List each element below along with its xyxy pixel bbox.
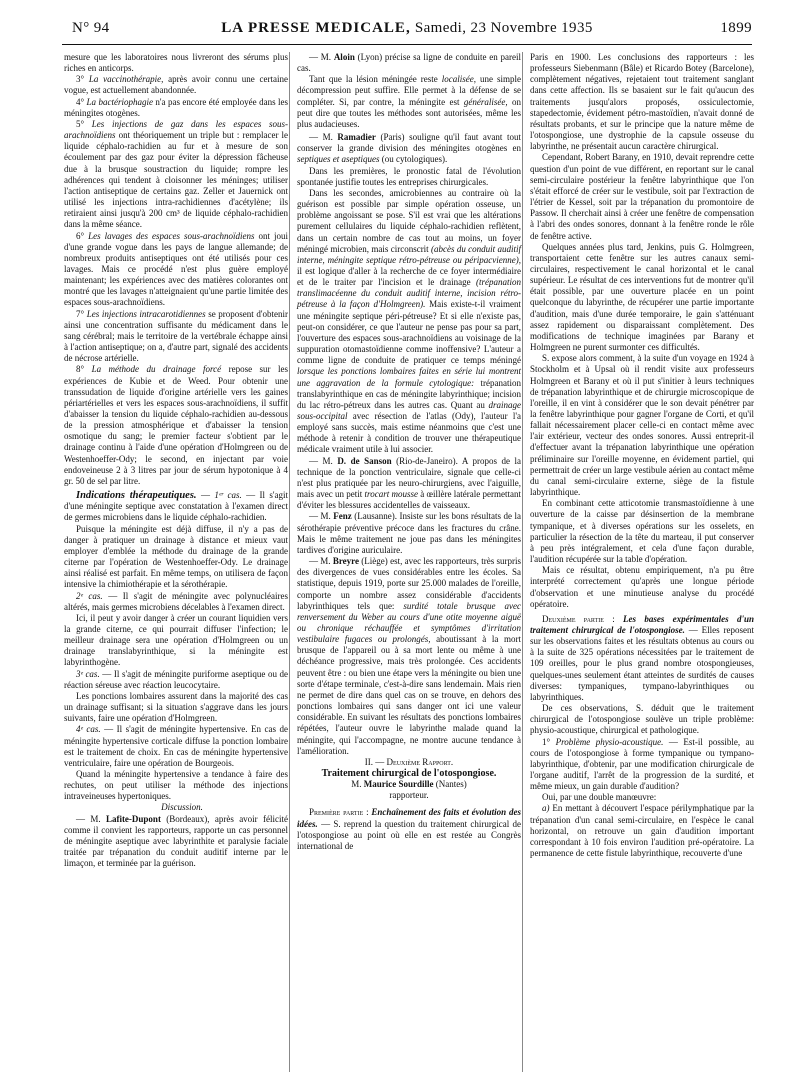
paragraph: Cependant, Robert Barany, en 1910, devait reprendre cette question d'un point de vue différent, en reportant sur le canal semi-circulaire postérieur la fenêtre labyrinthique que l'on s'était efforcé de créer sur le vestibule, soit par l'extraction de l'étrier de Kessel, soit par la trépanation du promontoire de Passow. Il cherchait ainsi à créer une fenêtre de compensation à l'abri des ondes sonores, donnant à la fenêtre ronde le rôle de fenêtre active. xyxy=(530,152,754,241)
column-2 xyxy=(297,52,521,852)
paragraph: En combinant cette atticotomie transmastoïdienne à une ouverture de la caisse par désinsertion de la membrane tympanique, et à diverses opérations sur les osselets, en particulier la résection de la tête du marteau, il put conserver à peu près intégralement, et cela d'une façon durable, l'audition récupérée sur la table d'opération. xyxy=(530,498,754,565)
issue-date: Samedi, 23 Novembre 1935 xyxy=(414,20,593,36)
paragraph: Paris en 1900. Les conclusions des rapporteurs : les professeurs Siebenmann (Bâle) et Ricardo Botey (Barcelone), complètement négatives, rejetaient tout traitement sanglant dans cette affection. Ils se basaient sur le fait qu'aucun des traitements jusqu'alors proposés, ossiculectomie, stapedectomie, évidement pétro-mastoïdien, n'avait donné de résultats probants, et sur le principe que la nature même de l'otospongiose, une dystrophie de la capsule osseuse du labyrinthe, ne présentait aucun caractère chirurgical. xyxy=(530,52,754,152)
issue-number: N° 94 xyxy=(72,20,110,36)
paragraph: Mais ce résultat, obtenu empiriquement, n'a pu être interprété correctement qu'après une longue période d'observation et une minutieuse analyse du procédé opératoire. xyxy=(530,565,754,609)
page-header xyxy=(62,18,752,44)
discussion-entry: — M. Fenz (Lausanne). Insiste sur les bons résultats de la sérothérapie préventive précoce dans les fractures du crâne. Mais le même traitement ne joue pas dans les méningites tardives d'origine auriculaire. xyxy=(297,511,522,555)
paragraph: a) En mettant à découvert l'espace périlymphatique par la trépanation d'un canal semi-circulaire, en l'espèce le canal horizontal, on retrouve un gain d'audition important correspondant à 10 fois environ l'audition pré-opératoire. La permanence de cette fistule labyrinthique, recouverte d'une xyxy=(530,803,754,859)
column-1 xyxy=(64,52,288,869)
header-rule xyxy=(62,44,752,45)
paragraph: 5° Les injections de gaz dans les espaces sous-arachnoïdiens ont théoriquement un triple but : remplacer le liquide céphalo-rachidien au fur et à mesure de son écoulement par des gaz pour éviter la dépression fâcheuse due à la brusque soustraction du liquide; rompre les adhérences qui tendent à cloisonner les méninges; utiliser l'action antiseptique de certains gaz. Zeller et Jauernick ont utilisé les injections intra-rachidiennes d'acétylène; ils retiraient ainsi jusqu'à 200 cm³ de liquide céphalo-rachidien dans la même séance. xyxy=(64,118,289,230)
paragraph: Les ponctions lombaires assurent dans la majorité des cas un drainage suffisant; si la situation s'aggrave dans les jours suivants, faire une opération d'Holmgreen. xyxy=(64,690,288,724)
report-number: II. — Deuxième Rapport. xyxy=(364,756,454,767)
paragraph: De ces observations, S. déduit que le traitement chirurgical de l'otospongiose soulève un triple problème: physio-acoustique, chirurgical et pathologique. xyxy=(530,703,754,736)
paragraph: Tant que la lésion méningée reste localisée, une simple décompression peut suffire. Elle permet à la défense de se compléter. Si, par contre, la méningite est généralisée, on peut dire que toutes les méthodes sont autorisées, même les plus audacieuses. xyxy=(297,74,522,129)
discussion-entry: — M. Lafite-Dupont (Bordeaux), après avoir félicité comme il convient les rapporteurs, rapporte un cas personnel de méningite aseptique avec labyrinthite et paralysie faciale traitée par trépanation du conduit auditif interne par le limaçon, et terminée par la guérison. xyxy=(64,813,289,869)
paragraph: 7° Les injections intracarotidiennes se proposent d'obtenir ainsi une concentration suffisante du médicament dans le sang cérébral; mais le territoire de la vertébrale échappe ainsi à l'action antiseptique; on a, d'autre part, signalé des accidents de nécrose artérielle. xyxy=(64,308,289,364)
paragraph: Première partie : Enchaînement des faits et évolution des idées. — S. reprend la question du traitement chirurgical de l'otospongiose au point où elle en est restée au Congrès international de xyxy=(297,807,522,851)
paragraph: mesure que les laboratoires nous livreront des sérums plus riches en anticorps. xyxy=(64,52,288,74)
paragraph: 1° Problème physio-acoustique. — Est-il possible, au cours de l'otospongiose à forme tympanique ou tympano-labyrinthique, d'obtenir, par une modification chirurgicale de l'organe auditif, l'arrêt de la progression de la surdité, et même mieux, un gain durable d'audition? xyxy=(530,736,755,792)
section-heading: Indications thérapeutiques. xyxy=(76,490,197,502)
discussion-entry: — M. Breyre (Liège) est, avec les rapporteurs, très surpris des divergences de vues considérables entre les écoles. Sa statistique, depuis 1919, porte sur 25.000 malades de l'oreille, comporte un nombre assez considérable d'accidents labyrinthiques tels que: surdité totale brusque avec renversement du Weber au cours d'une otite moyenne aiguë ou chronique réchauffée et symptômes d'irritation vestibulaire fugaces ou prolongés, aboutissant à la mort brusque de l'appareil ou à sa mort lente ou même à une déchéance progressive, mais très prolongée. Ces accidents peuvent être : ou bien une étape vers la méningite ou bien une sorte d'étape terminale, c'est-à-dire sans lendemain. Mais rien ne permet de dire dans quel cas on se trouve, en dehors des ponctions lombaires qui sans danger ont ici une valeur considérable. En suivant les résultats des ponctions lombaires répétées, l'auteur ouvre le labyrinthe malade quand la méningite, qui l'accompagne, ne montre aucune tendance à l'amélioration. xyxy=(297,556,521,756)
discussion-heading: Discussion. xyxy=(161,802,203,813)
column-separator-1 xyxy=(289,52,290,1072)
paragraph: Quelques années plus tard, Jenkins, puis G. Holmgreen, transportaient cette fenêtre sur les autres canaux semi-circulaires, respectivement le canal horizontal et le canal supérieur. Le résultat de ces interventions fut de montrer qu'il était possible, par une ouverture placée en un point quelconque du labyrinthe, de récupérer une partie importante d'audition, mais d'une durée temporaire, le gain s'atténuant assez rapidement ou disparaissant complètement. Des modifications de technique imaginées par Barany et Holmgreen ne purent surmonter ces difficultés. xyxy=(530,241,754,353)
paragraph: 2ᵉ cas. — Il s'agit de méningite avec polynucléaires altérés, mais germes microbiens décelables à l'examen direct. xyxy=(64,590,289,612)
report-title: Traitement chirurgical de l'otospongiose. xyxy=(321,768,497,779)
page-folio: 1899 xyxy=(720,20,752,36)
paragraph: Puisque la méningite est déjà diffuse, il n'y a pas de danger à pratiquer un drainage à distance et mieux vaut employer d'emblée la méthode du drainage de la grande citerne par l'opération de Westenhoeffer-Ody. Le drainage ainsi réalisé est parfait. En même temps, on utilisera de façon intensive la chimiothérapie et la sérothérapie. xyxy=(64,523,288,590)
paragraph: 8° La méthode du drainage forcé repose sur les expériences de Kubie et de Weed. Pour obtenir une transsudation de liquide d'origine artérielle vers les gaines périartérielles et vers les espaces sous-arachnoïdiens, il suffit d'abaisser la tension du liquide céphalo-rachidien au-dessous de la pression atmosphérique et d'abaisser la tension osmotique du sang; le premier facteur s'obtient par le drainage continu à l'aide d'une opération d'Holmgreen ou de Westenhoeffer-Ody; le second, en injectant par voie endoveineuse 2 à 3 litres par jour de sérum hypotonique à 4 gr. 50 de sel par litre. xyxy=(64,364,288,486)
paragraph: 6° Les lavages des espaces sous-arachnoïdiens ont joui d'une grande vogue dans les pays de langue allemande; de nombreux produits antiseptiques ont été utilisés pour ces lavages. Mais ce procédé n'est plus guère employé maintenant; les expériences avec des matières colorantes ont montré que les lavages n'atteignaient qu'une partie limitée des espaces sous-arachnoïdiens. xyxy=(64,230,288,308)
discussion-entry: — M. Aloin (Lyon) précise sa ligne de conduite en pareil cas. xyxy=(297,52,521,74)
journal-name: LA PRESSE MEDICALE, xyxy=(221,20,411,36)
discussion-entry: — M. D. de Sanson (Rio-de-Janeiro). A propos de la technique de la ponction ventriculaire, signale que celle-ci n'est plus pratiquée par les neuro-chirurgiens, avec l'aiguille, mais avec un petit trocart mousse à œillère latérale permettant d'éviter les blessures accidentelles de vaisseaux. xyxy=(297,455,521,511)
report-author: M. Maurice Sourdille (Nantes) xyxy=(351,779,467,790)
report-role: rapporteur. xyxy=(389,790,429,801)
paragraph: Dans les premières, le pronostic fatal de l'évolution spontanée justifie toutes les entreprises chirurgicales. xyxy=(297,165,521,187)
paragraph: 4ᵉ cas. — Il s'agit de méningite hypertensive. En cas de méningite hypertensive corticale diffuse la ponction lombaire est le traitement de choix. En cas de méningite hypertensive ventriculaire, faire une opération de Bourgeois. xyxy=(64,724,289,768)
paragraph: 4° La bactériophagie n'a pas encore été employée dans les méningites otogènes. xyxy=(64,96,289,118)
column-separator-2 xyxy=(522,52,523,1072)
paragraph: S. expose alors comment, à la suite d'un voyage en 1924 à Stockholm et à Upsal où il rendit visite aux professeurs Holmgreen et Barany et où il put s'initier à leurs techniques de trépanation labyrinthique et de chirurgie microscopique de l'oreille, il en vint à considérer que le son devait pénétrer par la fenêtre labyrinthique pour gagner l'organe de Corti, et qu'il fallait nécessairement placer celle-ci en contact même avec l'air extérieur, vecteur des ondes sonores. Aussi entreprit-il d'effectuer avant la trépanation labyrinthique une opération préliminaire sur l'oreille moyenne, en évidement partiel, qui permettrait de créer un large vestibule aérien au contact même du canal semi-circulaire externe, siège de la fistule labyrinthique. xyxy=(530,353,754,498)
paragraph: Oui, par une double manœuvre: xyxy=(542,792,657,803)
running-head xyxy=(62,20,752,37)
paragraph: Dans les secondes, amicrobiennes au contraire où la guérison est possible par simple opération osseuse, un problème angoissant se pose. S'il est vrai que les altérations purement cellulaires du liquide céphalo-rachidien reflètent, dans un certain nombre de cas tout au moins, un foyer méningé microbien, mais circonscrit (abcès du conduit auditif interne, méningite septique rétro-pétreuse ou péripacvienne), il est logique d'aller à la recherche de ce foyer intermédiaire et de le traiter par l'incision et le drainage (trépanation translimacéenne du conduit auditif interne, incision rétro-pétreuse à la façon d'Holmgreen). Mais existe-t-il vraiment une méningite septique péri-pétreuse? Et si elle n'existe pas, peut-on considérer, ce que l'auteur ne pense pas pour sa part, l'ouverture des espaces sous-arachnoïdiens au voisinage de la suppuration otomastoïdienne comme inoffensive? L'auteur a comme ligne de conduite de pratiquer ce temps méningé lorsque les ponctions lombaires faites en série lui montrent une aggravation de la formule cytologique: trépanation translabyrinthique en cas de méningite labyrinthique; incision du lac rétro-pétreux dans les autres cas. Quant au drainage sous-occipital avec résection de l'atlas (Ody), l'auteur l'a employé sans succès, mais estime néanmoins que c'est une méthode à retenir à condition de trouver une thérapeutique médicale vraiment utile à lui associer. xyxy=(297,187,522,455)
paragraph: Quand la méningite hypertensive a tendance à faire des rechutes, on peut utiliser la méthode des injections intraveineuses hypertoniques. xyxy=(64,769,288,802)
column-3 xyxy=(530,52,754,859)
discussion-entry: — M. Ramadier (Paris) souligne qu'il faut avant tout conserver la grande division des méningites otogènes en septiques et aseptiques (ou cytologiques). xyxy=(297,132,521,165)
section-indications: Indications thérapeutiques. — 1ᵉʳ cas. — Il s'agit d'une méningite septique avec constatation à l'examen direct de germes microbiens dans le liquide céphalo-rachidien. xyxy=(64,490,289,523)
paragraph: 3ᵉ cas. — Il s'agit de méningite puriforme aseptique ou de réaction séreuse avec réaction leucocytaire. xyxy=(64,668,289,690)
paragraph: 3° La vaccinothérapie, après avoir connu une certaine vogue, est actuellement abandonnée. xyxy=(64,74,289,96)
paragraph: Ici, il peut y avoir danger à créer un courant liquidien vers la grande citerne, ce qui pourrait diffuser l'infection; le meilleur drainage sera une opération d'Holmgreen ou un drainage translabyrinthique, si la méningite est labyrinthogène. xyxy=(64,612,288,668)
section-part-2: Deuxième partie : Les bases expérimentales d'un traitement chirurgical de l'otospongiose. — Elles reposent sur les observations faites et les résultats obtenus au cours ou à la suite de 325 opérations nécessitées par le traitement de 109 oreilles, pour le plus grand nombre otospongieuses, quelques-unes seulement étant atteintes de surdités de causes diverses: tympaniques, tympano-labyrinthiques ou labyrinthiques. xyxy=(530,613,754,702)
